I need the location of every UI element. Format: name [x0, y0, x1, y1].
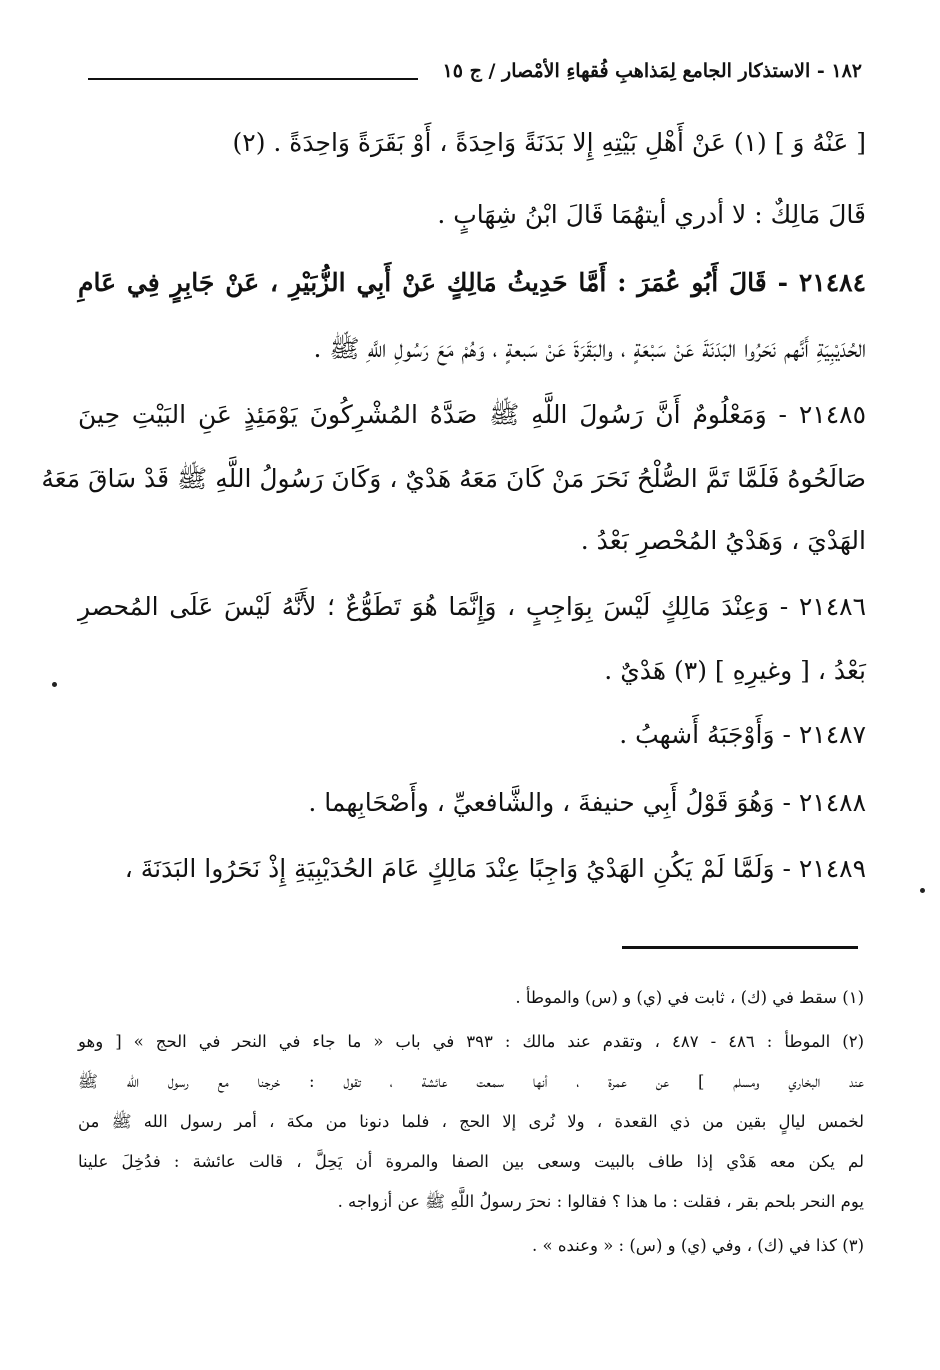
footnote-2-line-2: عند البخاري ومسلم ] عن عمرة ، أنها سمعت عائشة ، تقول : خرجنا مع رسول الله ﷺ [78, 1072, 864, 1091]
paragraph-21487: ٢١٤٨٧ - وَأَوْجَبَهُ أَشهبُ . [619, 720, 866, 749]
running-header [88, 60, 862, 96]
paragraph-21488: ٢١٤٨٨ - وَهُوَ قَوْلُ أَبِي حنيفةَ ، والشَّافعيِّ ، وأَصْحَابِهما . [308, 788, 866, 817]
footnote-2-line-3: لخمس ليالٍ بقين من ذي القعدة ، ولا نُرى إلا الحج ، فلما دنونا من مكة ، أمر رسول الله ﷺ من [78, 1112, 864, 1131]
footnote-separator [622, 946, 858, 949]
paragraph-21484-line-2: الحُدَيْبِيَةِ أَنَّهم نَحَرُوا البَدَنَةَ عَنْ سَبْعَةٍ ، والبَقَرَةَ عَنْ سَبعةٍ ، وَهُمْ مَعَ رَسُولِ اللَّهِ ﷺ . [313, 334, 866, 363]
paragraph-21485-line-2: صَالَحُوهُ فَلَمَّا تَمَّ الصُّلْحُ نَحَرَ مَنْ كَانَ مَعَهُ هَدْيٌ ، وَكَانَ رَسُولُ اللَّهِ ﷺ قَدْ سَاقَ مَعَهُ [41, 464, 866, 493]
paragraph-21485-line-3: الهَدْيَ ، وَهَدْيُ المُحْصرِ بَعْدُ . [580, 526, 866, 555]
paragraph-21486-line-2: بَعْدُ ، [ وغيرِهِ ] (٣) هَدْيٌ . [604, 656, 866, 685]
footnote-2-line-5: يوم النحر بلحم بقر ، فقلت : ما هذا ؟ فقالوا : نحرَ رسولُ اللَّهِ ﷺ عن أزواجه . [337, 1192, 864, 1211]
body-line-1: [ عَنْهُ وَ ] (١) عَنْ أَهْلِ بَيْتِهِ إِلا بَدَنَةً وَاحِدَةً ، أَوْ بَقَرَةً وَاحِدَةً . (٢) [232, 128, 866, 157]
header-rule [88, 78, 418, 80]
paragraph-21484-line-1: ٢١٤٨٤ - قَالَ أَبُو عُمَرَ : أَمَّا حَدِيثُ مَالِكٍ عَنْ أَبِي الزُّبَيْرِ ، عَنْ جَابِرٍ فِي عَامِ [78, 268, 866, 297]
paragraph-21486-line-1: ٢١٤٨٦ - وَعِنْدَ مَالِكٍ لَيْسَ بِوَاجِبٍ ، وَإِنَّمَا هُوَ تَطَوُّعٌ ؛ لأَنَّهُ لَيْسَ عَلَى المُحصرِ [78, 592, 866, 621]
body-line-2: قَالَ مَالِكٌ : لا أدري أيتهُمَا قَالَ ابْنُ شِهَابٍ . [437, 200, 866, 229]
paragraph-21489-line-1: ٢١٤٨٩ - وَلَمَّا لَمْ يَكُنِ الهَدْيُ وَاجِبًا عِنْدَ مَالِكٍ عَامَ الحُدَيْبِيَةِ إِذْ نَحَرُوا البَدَنَةَ ، [124, 854, 866, 883]
footnote-2-line-4: لم يكن معه هَدْي إذا طاف بالبيت وسعى بين الصفا والمروة أن يَحِلَّ ، قالت عائشة : فدُخِلَ علينا [78, 1152, 864, 1171]
scan-speck [52, 682, 57, 687]
footnote-3: (٣) كذا في (ك) ، وفي (ي) و (س) : « وعنده » . [532, 1236, 864, 1255]
footnote-2-line-1: (٢) الموطأ : ٤٨٦ - ٤٨٧ ، وتقدم عند مالك : ٣٩٣ في باب « ما جاء في النحر في الحج » [ وهو [78, 1032, 864, 1051]
header-title: ١٨٢ - الاستذكار الجامع لِمَذاهبِ فُقهاءِ الأمْصار / ج ١٥ [442, 60, 862, 82]
footnote-1: (١) سقط في (ك) ، ثابت في (ي) و (س) والموطأ . [515, 988, 864, 1007]
paragraph-21485-line-1: ٢١٤٨٥ - وَمَعْلُومٌ أَنَّ رَسُولَ اللَّهِ ﷺ صَدَّهُ المُشْرِكُونَ يَوْمَئِذٍ عَنِ البَيْتِ حِينَ [78, 400, 866, 429]
scan-speck [920, 888, 925, 893]
